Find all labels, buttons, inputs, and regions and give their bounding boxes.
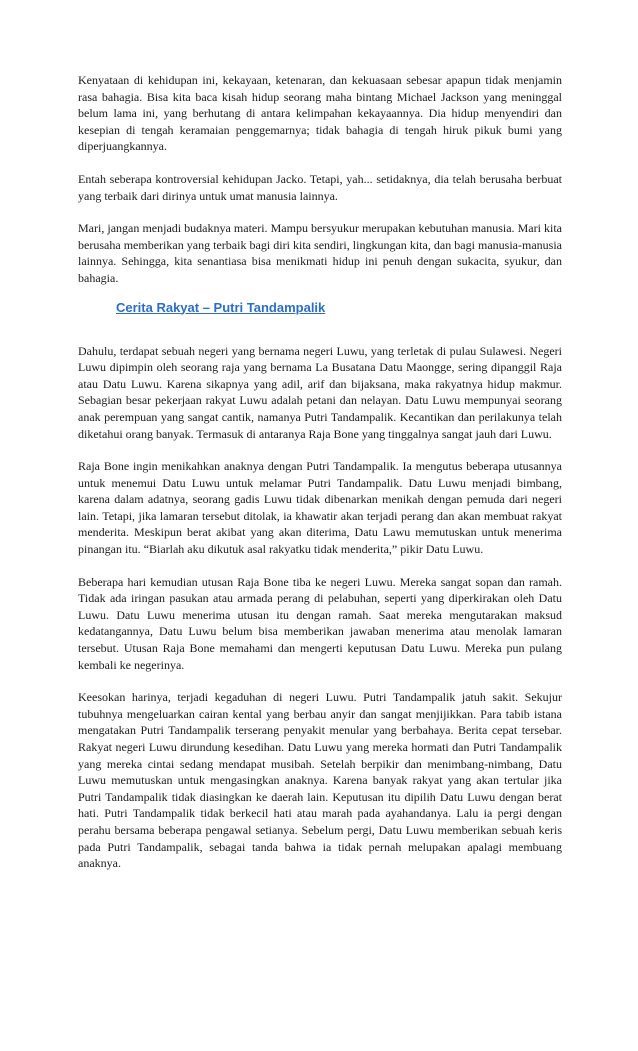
story-heading — [116, 299, 562, 317]
document-page — [78, 72, 562, 888]
story-paragraph-4: Keesokan harinya, terjadi kegaduhan di negeri Luwu. Putri Tandampalik jatuh sakit. Sekujur tubuhnya mengeluarkan cairan kental yang berbau anyir dan sangat menjijikkan. Para tabib istana mengatakan Putri Tandampalik terserang penyakit menular yang berbahaya. Berita cepat tersebar. Rakyat negeri Luwu dirundung kesedihan. Datu Luwu yang mereka hormati dan Putri Tandampalik yang mereka cintai sedang mendapat musibah. Setelah berpikir dan menimbang-nimbang, Datu Luwu memutuskan untuk mengasingkan anaknya. Karena banyak rakyat yang akan tertular jika Putri Tandampalik tidak diasingkan ke daerah lain. Keputusan itu dipilih Datu Luwu dengan berat hati. Putri Tandampalik tidak berkecil hati atau marah pada ayahandanya. Lalu ia pergi dengan perahu bersama beberapa pengawal setianya. Sebelum pergi, Datu Luwu memberikan sebuah keris pada Putri Tandampalik, sebagai tanda bahwa ia tidak pernah melupakan apalagi membuang anaknya. — [78, 690, 562, 871]
intro-paragraph-1: Kenyataan di kehidupan ini, kekayaan, ketenaran, dan kekuasaan sebesar apapun tidak menjamin rasa bahagia. Bisa kita baca kisah hidup seorang maha bintang Michael Jackson yang meninggal belum lama ini, yang berhutang di antara kelimpahan kekayaannya. Dia hidup menyendiri dan kesepian di tengah keramaian penggemarnya; tidak bahagia di tengah hiruk pikuk bumi yang diperjuangkannya. — [78, 73, 562, 154]
intro-paragraph-3: Mari, jangan menjadi budaknya materi. Mampu bersyukur merupakan kebutuhan manusia. Mari kita berusaha memberikan yang terbaik bagi diri kita sendiri, lingkungan kita, dan bagi manusia-manusia lainnya. Sehingga, kita senantiasa bisa menikmati hidup ini penuh dengan sukacita, syukur, dan bahagia. — [78, 221, 562, 285]
story-title-link[interactable]: Cerita Rakyat – Putri Tandampalik — [116, 299, 326, 315]
story-paragraph-1: Dahulu, terdapat sebuah negeri yang bernama negeri Luwu, yang terletak di pulau Sulawesi. Negeri Luwu dipimpin oleh seorang raja yang bernama La Busatana Datu Maongge, sering dipanggil Raja atau Datu Luwu. Karena sikapnya yang adil, arif dan bijaksana, maka rakyatnya hidup makmur. Sebagian besar pekerjaan rakyat Luwu adalah petani dan nelayan. Datu Luwu mempunyai seorang anak perempuan yang sangat cantik, namanya Putri Tandampalik. Kecantikan dan perilakunya telah diketahui orang banyak. Termasuk di antaranya Raja Bone yang tinggalnya sangat jauh dari Luwu. — [78, 343, 562, 441]
intro-paragraph-2: Entah seberapa kontroversial kehidupan Jacko. Tetapi, yah... setidaknya, dia telah berusaha berbuat yang terbaik dari dirinya untuk umat manusia lainnya. — [78, 171, 562, 203]
story-paragraph-2: Raja Bone ingin menikahkan anaknya dengan Putri Tandampalik. Ia mengutus beberapa utusannya untuk menemui Datu Luwu untuk melamar Putri Tandampalik. Datu Luwu menjadi bimbang, karena dalam adatnya, seorang gadis Luwu tidak dibenarkan menikah dengan pemuda dari negeri lain. Tetapi, jika lamaran tersebut ditolak, ia khawatir akan terjadi perang dan akan membuat rakyat menderita. Meskipun berat akibat yang akan diterima, Datu Lawu memutuskan untuk menerima pinangan itu. “Biarlah aku dikutuk asal rakyatku tidak menderita,” pikir Datu Luwu. — [78, 459, 562, 557]
story-paragraph-3: Beberapa hari kemudian utusan Raja Bone tiba ke negeri Luwu. Mereka sangat sopan dan ramah. Tidak ada iringan pasukan atau armada perang di pelabuhan, seperti yang diperkirakan oleh Datu Luwu. Datu Luwu menerima utusan itu dengan ramah. Saat mereka mengutarakan maksud kedatangannya, Datu Luwu belum bisa memberikan jawaban menerima atau menolak lamaran tersebut. Utusan Raja Bone memahami dan mengerti keputusan Datu Luwu. Mereka pun pulang kembali ke negerinya. — [78, 574, 562, 672]
